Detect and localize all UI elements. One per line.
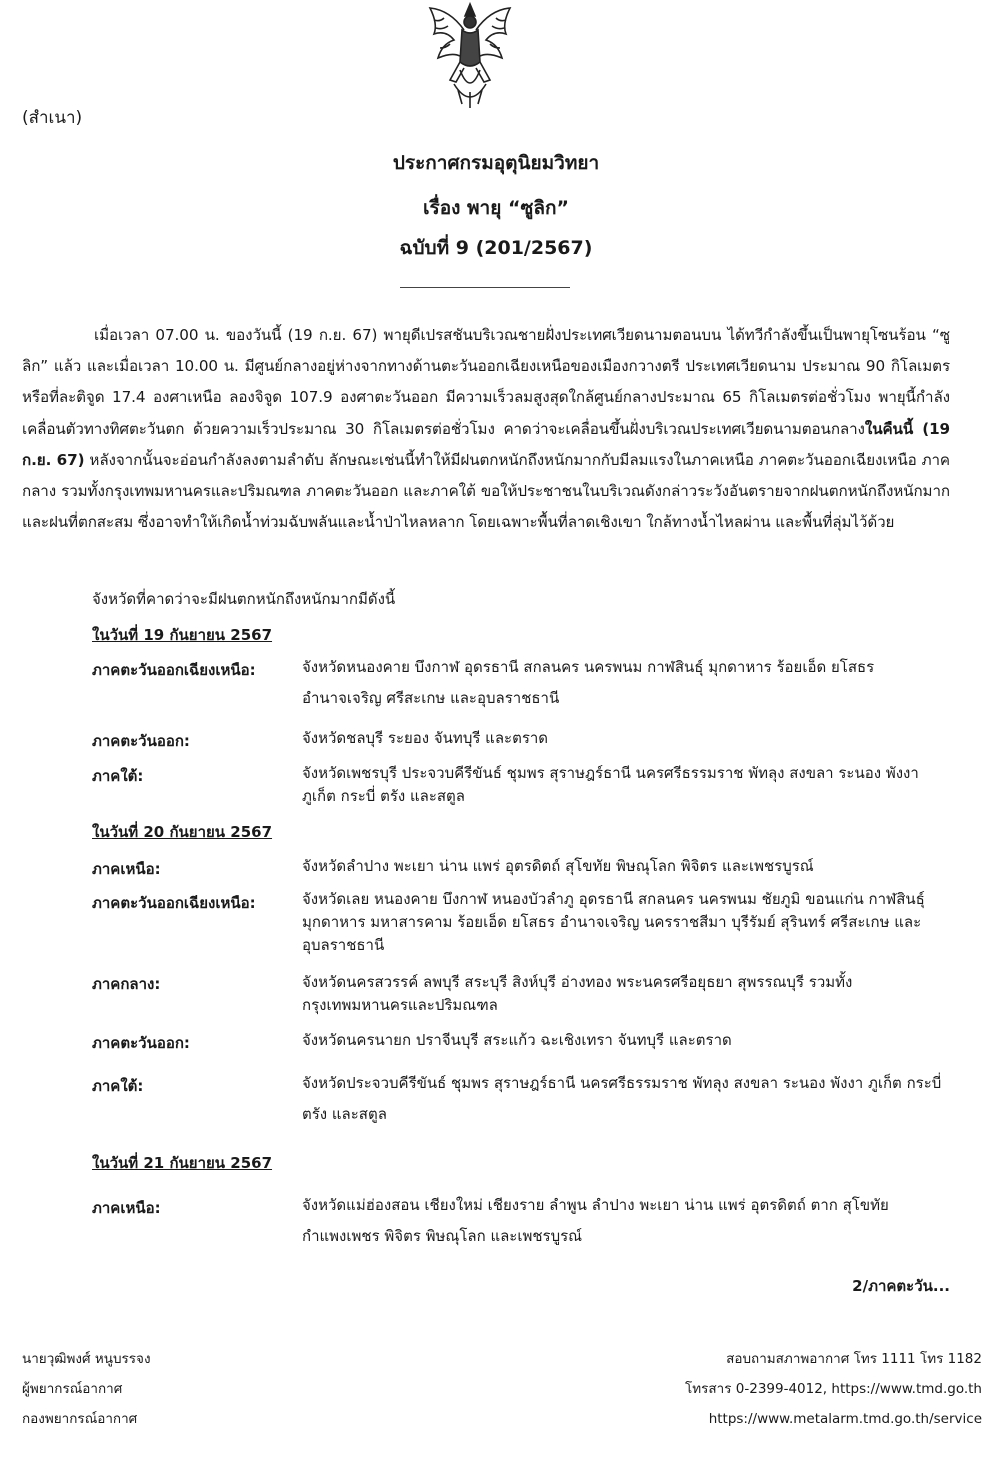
garuda-emblem-icon — [420, 0, 520, 112]
region-provinces: จังหวัดแม่ฮ่องสอน เชียงใหม่ เชียงราย ลำพูน ลำปาง พะเยา น่าน แพร่ อุตรดิตถ์ ตาก สุโขทัย กำแพงเพชร พิจิตร พิษณุโลก และเพชรบูรณ์ — [302, 1196, 889, 1245]
forecaster-division: กองพยากรณ์อากาศ — [22, 1411, 138, 1427]
region-provinces: จังหวัดประจวบคีรีขันธ์ ชุมพร สุราษฎร์ธานี นครศรีธรรมราช พัทลุง สงขลา ระนอง พังงา ภูเก็ต กระบี่ ตรัง และสตูล — [302, 1074, 942, 1123]
contact-phone: สอบถามสภาพอากาศ โทร 1111 โทร 1182 — [726, 1351, 982, 1367]
date-heading: ในวันที่ 21 กันยายน 2567 — [92, 1154, 273, 1172]
announcement-issue: ฉบับที่ 9 (201/2567) — [399, 237, 593, 259]
region-label: ภาคใต้: — [92, 1077, 144, 1095]
date-heading: ในวันที่ 19 กันยายน 2567 — [92, 626, 273, 644]
region-label: ภาคตะวันออกเฉียงเหนือ: — [92, 894, 256, 912]
region-label: ภาคกลาง: — [92, 975, 161, 993]
forecaster-signature-block — [22, 1344, 151, 1434]
date-heading: ในวันที่ 20 กันยายน 2567 — [92, 823, 273, 841]
forecaster-position: ผู้พยากรณ์อากาศ — [22, 1381, 123, 1397]
title-divider — [400, 287, 570, 288]
main-paragraph — [22, 320, 950, 538]
contact-service-link[interactable]: https://www.metalarm.tmd.go.th/service — [708, 1411, 982, 1427]
paragraph-part-1: เมื่อเวลา 07.00 น. ของวันนี้ (19 ก.ย. 67) พายุดีเปรสชันบริเวณชายฝั่งประเทศเวียดนามตอนบน ได้ทวีกำลังขึ้นเป็นพายุโซนร้อน “ซูลิก” แล้ว และเมื่อเวลา 10.00 น. มีศูนย์กลางอยู่ห่างจากทางด้านตะวันออกเฉียงเหนือของเมืองกวางตรี ประเทศเวียดนาม ประมาณ 90 กิโลเมตร หรือที่ละติจูด 17.4 องศาเหนือ ลองจิจูด 107.9 องศาตะวันออก มีความเร็วลมสูงสุดใกล้ศูนย์กลางประมาณ 65 กิโลเมตรต่อชั่วโมง พายุนี้กำลังเคลื่อนตัวทางทิศตะวันตก ด้วยความเร็วประมาณ 30 กิโลเมตรต่อชั่วโมง คาดว่าจะเคลื่อนขึ้นฝั่งบริเวณประเทศเวียดนามตอนกลาง — [22, 326, 950, 438]
region-provinces: จังหวัดลำปาง พะเยา น่าน แพร่ อุตรดิตถ์ สุโขทัย พิษณุโลก พิจิตร และเพชรบูรณ์ — [302, 857, 814, 875]
contact-info — [685, 1344, 982, 1434]
region-provinces: จังหวัดเพชรบุรี ประจวบคีรีขันธ์ ชุมพร สุราษฎร์ธานี นครศรีธรรมราช พัทลุง สงขลา ระนอง พังงา ภูเก็ต กระบี่ ตรัง และสตูล — [302, 764, 919, 805]
province-intro: จังหวัดที่คาดว่าจะมีฝนตกหนักถึงหนักมากมีดังนี้ — [92, 590, 396, 608]
contact-fax-website: โทรสาร 0-2399-4012, https://www.tmd.go.th — [685, 1381, 982, 1397]
region-label: ภาคตะวันออก: — [92, 732, 190, 750]
region-label: ภาคเหนือ: — [92, 1199, 161, 1217]
copy-label: (สำเนา) — [22, 108, 83, 128]
region-provinces: จังหวัดนครนายก ปราจีนบุรี สระแก้ว ฉะเชิงเทรา จันทบุรี และตราด — [302, 1031, 732, 1049]
continued-marker: 2/ภาคตะวัน... — [852, 1277, 950, 1295]
region-label: ภาคตะวันออกเฉียงเหนือ: — [92, 661, 256, 679]
paragraph-emphasis: ในคืนนี้ (19 ก.ย. 67) — [22, 419, 951, 469]
announcement-title: ประกาศกรมอุตุนิยมวิทยา — [392, 152, 600, 174]
region-provinces: จังหวัดเลย หนองคาย บึงกาฬ หนองบัวลำภู อุดรธานี สกลนคร นครพนม ชัยภูมิ ขอนแก่น กาฬสินธุ์ มุกดาหาร มหาสารคาม ร้อยเอ็ด ยโสธร อำนาจเจริญ นครราชสีมา บุรีรัมย์ สุรินทร์ ศรีสะเกษ และอุบลราชธานี — [302, 890, 925, 954]
region-label: ภาคตะวันออก: — [92, 1034, 190, 1052]
paragraph-part-2: หลังจากนั้นจะอ่อนกำลังลงตามลำดับ ลักษณะเช่นนี้ทำให้มีฝนตกหนักถึงหนักมากกับมีลมแรงในภาคเหนือ ภาคตะวันออกเฉียงเหนือ ภาคกลาง รวมทั้งกรุงเทพมหานครและปริมณฑล ภาคตะวันออก และภาคใต้ ขอให้ประชาชนในบริเวณดังกล่าวระวังอันตรายจากฝนตกหนักถึงหนักมากและฝนที่ตกสะสม ซึ่งอาจทำให้เกิดน้ำท่วมฉับพลันและน้ำป่าไหลหลาก โดยเฉพาะพื้นที่ลาดเชิงเขา ใกล้ทางน้ำไหลผ่าน และพื้นที่ลุ่มไว้ด้วย — [22, 450, 950, 532]
announcement-subject: เรื่อง พายุ “ซูลิก” — [423, 197, 569, 219]
region-label: ภาคเหนือ: — [92, 860, 161, 878]
region-label: ภาคใต้: — [92, 767, 144, 785]
region-provinces: จังหวัดนครสวรรค์ ลพบุรี สระบุรี สิงห์บุรี อ่างทอง พระนครศรีอยุธยา สุพรรณบุรี รวมทั้งกรุงเทพมหานครและปริมณฑล — [302, 973, 853, 1014]
region-provinces: จังหวัดชลบุรี ระยอง จันทบุรี และตราด — [302, 729, 549, 747]
forecaster-name: นายวุฒิพงศ์ หนูบรรจง — [22, 1351, 151, 1367]
region-provinces: จังหวัดหนองคาย บึงกาฬ อุดรธานี สกลนคร นครพนม กาฬสินธุ์ มุกดาหาร ร้อยเอ็ด ยโสธร อำนาจเจริญ ศรีสะเกษ และอุบลราชธานี — [302, 658, 875, 707]
